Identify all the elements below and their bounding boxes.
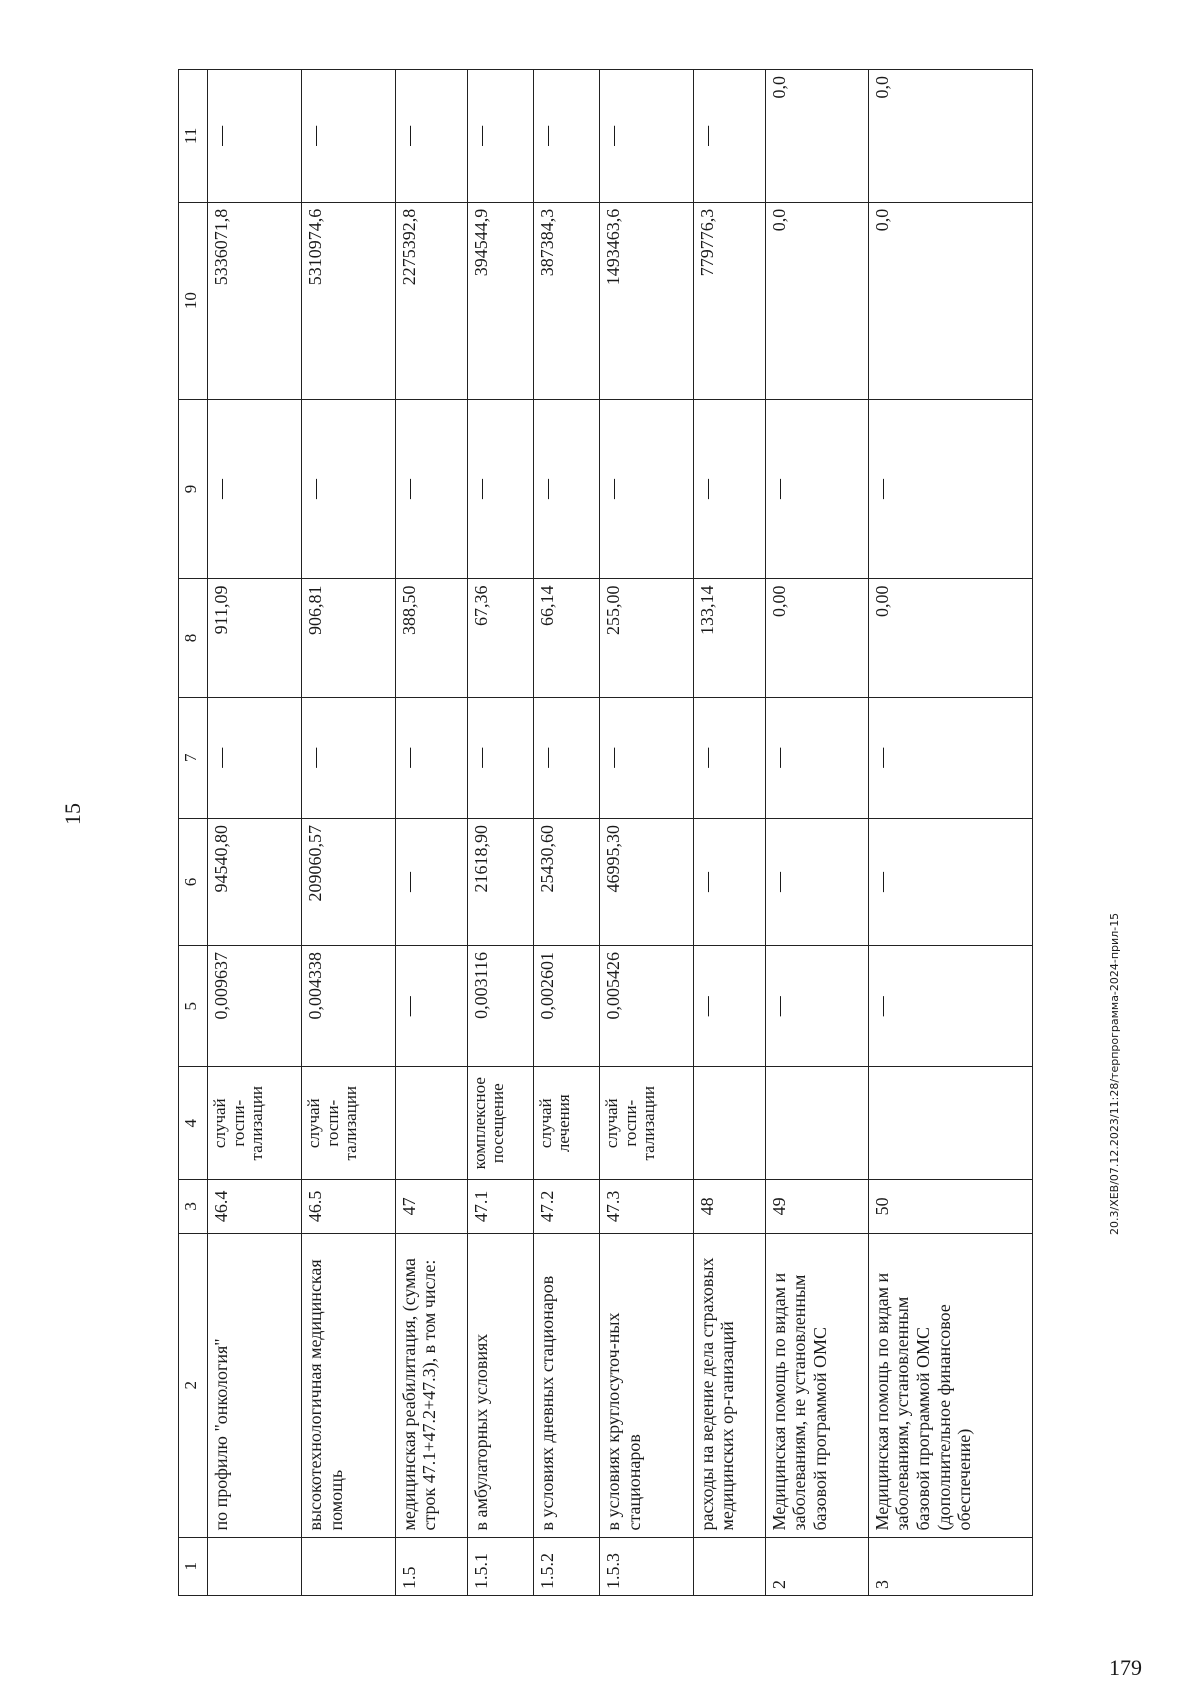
- row-number: 3: [868, 1537, 1032, 1595]
- per-capita-oms: 388,50: [395, 579, 467, 697]
- table-row: [533, 70, 599, 1596]
- row-name: в условиях круглосуточ-ных стационаров: [599, 1233, 693, 1537]
- row-name: медицинская реабилитация, (сумма строк 47.1+47.2+47.3), в том числе:: [395, 1233, 467, 1537]
- cost-per-unit: —: [395, 818, 467, 945]
- column-header: 1: [179, 1537, 208, 1595]
- row-number: 1.5: [395, 1537, 467, 1595]
- total-oms: 5336071,8: [208, 202, 302, 399]
- cell-dash: —: [533, 70, 599, 203]
- volume-per-person: —: [693, 946, 765, 1067]
- volume-per-person: —: [395, 946, 467, 1067]
- share-percent: 0,0: [868, 70, 1032, 203]
- unit-of-measure: комплексное посещение: [467, 1067, 533, 1179]
- cell-dash: —: [208, 697, 302, 818]
- cell-dash: —: [467, 697, 533, 818]
- cost-per-unit: —: [765, 818, 868, 945]
- cell-dash: —: [868, 697, 1032, 818]
- total-oms: 1493463,6: [599, 202, 693, 399]
- table-row: [395, 70, 467, 1596]
- cell-dash: —: [395, 70, 467, 203]
- page-number: 15: [60, 803, 85, 825]
- total-oms: 0,0: [765, 202, 868, 399]
- cell-dash: —: [533, 697, 599, 818]
- document-stamp: 20.3/ХЕВ/07.12.2023/11:28/терпрограмма-2024-прил-15: [1108, 912, 1121, 1235]
- line-code: 49: [765, 1179, 868, 1233]
- total-oms: 779776,3: [693, 202, 765, 399]
- cell-dash: —: [868, 399, 1032, 579]
- cell-dash: —: [208, 70, 302, 203]
- per-capita-oms: 906,81: [301, 579, 395, 697]
- table-row: [599, 70, 693, 1596]
- column-header: 10: [179, 202, 208, 399]
- column-header: 8: [179, 579, 208, 697]
- column-header: 4: [179, 1067, 208, 1179]
- volume-per-person: 0,009637: [208, 946, 302, 1067]
- line-code: 50: [868, 1179, 1032, 1233]
- sheet-number: 179: [1109, 1655, 1142, 1680]
- total-oms: 387384,3: [533, 202, 599, 399]
- line-code: 47.3: [599, 1179, 693, 1233]
- cell-dash: —: [693, 399, 765, 579]
- unit-of-measure: [868, 1067, 1032, 1179]
- per-capita-oms: 67,36: [467, 579, 533, 697]
- row-number: [208, 1537, 302, 1595]
- volume-per-person: 0,004338: [301, 946, 395, 1067]
- per-capita-oms: 0,00: [868, 579, 1032, 697]
- per-capita-oms: 255,00: [599, 579, 693, 697]
- cell-dash: —: [395, 697, 467, 818]
- cost-per-unit: —: [693, 818, 765, 945]
- column-header: 9: [179, 399, 208, 579]
- row-number: 2: [765, 1537, 868, 1595]
- per-capita-oms: 133,14: [693, 579, 765, 697]
- total-oms: 394544,9: [467, 202, 533, 399]
- per-capita-oms: 66,14: [533, 579, 599, 697]
- cell-dash: —: [301, 697, 395, 818]
- line-code: 46.4: [208, 1179, 302, 1233]
- cost-per-unit: —: [868, 818, 1032, 945]
- column-header: 11: [179, 70, 208, 203]
- unit-of-measure: случай госпи-тализации: [208, 1067, 302, 1179]
- column-header: 5: [179, 946, 208, 1067]
- column-header: 7: [179, 697, 208, 818]
- financing-table: [178, 69, 1033, 1596]
- volume-per-person: 0,005426: [599, 946, 693, 1067]
- total-oms: 2275392,8: [395, 202, 467, 399]
- row-name: в условиях дневных стационаров: [533, 1233, 599, 1537]
- unit-of-measure: [765, 1067, 868, 1179]
- total-oms: 0,0: [868, 202, 1032, 399]
- unit-of-measure: случай лечения: [533, 1067, 599, 1179]
- row-name: Медицинская помощь по видам и заболеваниям, установленным базовой программой ОМС (дополнительное финансовое обеспечение): [868, 1233, 1032, 1537]
- line-code: 47.1: [467, 1179, 533, 1233]
- row-number: [693, 1537, 765, 1595]
- column-header: 2: [179, 1233, 208, 1537]
- volume-per-person: —: [868, 946, 1032, 1067]
- unit-of-measure: случай госпи-тализации: [301, 1067, 395, 1179]
- header-row: [179, 70, 208, 1596]
- rotated-table-container: [178, 69, 1033, 1596]
- cell-dash: —: [693, 70, 765, 203]
- table-row: [765, 70, 868, 1596]
- cell-dash: —: [765, 697, 868, 818]
- cell-dash: —: [599, 697, 693, 818]
- cost-per-unit: 21618,90: [467, 818, 533, 945]
- unit-of-measure: [693, 1067, 765, 1179]
- cell-dash: —: [467, 399, 533, 579]
- row-name: высокотехнологичная медицинская помощь: [301, 1233, 395, 1537]
- cell-dash: —: [208, 399, 302, 579]
- cell-dash: —: [395, 399, 467, 579]
- total-oms: 5310974,6: [301, 202, 395, 399]
- table-row: [208, 70, 302, 1596]
- unit-of-measure: [395, 1067, 467, 1179]
- per-capita-oms: 0,00: [765, 579, 868, 697]
- row-name: в амбулаторных условиях: [467, 1233, 533, 1537]
- table-row: [693, 70, 765, 1596]
- unit-of-measure: случай госпи-тализации: [599, 1067, 693, 1179]
- volume-per-person: —: [765, 946, 868, 1067]
- line-code: 46.5: [301, 1179, 395, 1233]
- cell-dash: —: [467, 70, 533, 203]
- column-header: 3: [179, 1179, 208, 1233]
- row-number: 1.5.2: [533, 1537, 599, 1595]
- table-row: [301, 70, 395, 1596]
- cost-per-unit: 25430,60: [533, 818, 599, 945]
- cell-dash: —: [693, 697, 765, 818]
- line-code: 48: [693, 1179, 765, 1233]
- row-number: 1.5.1: [467, 1537, 533, 1595]
- cell-dash: —: [533, 399, 599, 579]
- row-name: расходы на ведение дела страховых медицинских ор-ганизаций: [693, 1233, 765, 1537]
- cost-per-unit: 46995,30: [599, 818, 693, 945]
- volume-per-person: 0,002601: [533, 946, 599, 1067]
- column-header: 6: [179, 818, 208, 945]
- per-capita-oms: 911,09: [208, 579, 302, 697]
- row-number: [301, 1537, 395, 1595]
- cell-dash: —: [599, 70, 693, 203]
- row-name: Медицинская помощь по видам и заболеваниям, не установленным базовой программой ОМС: [765, 1233, 868, 1537]
- table-row: [467, 70, 533, 1596]
- share-percent: 0,0: [765, 70, 868, 203]
- cost-per-unit: 94540,80: [208, 818, 302, 945]
- volume-per-person: 0,003116: [467, 946, 533, 1067]
- table-row: [868, 70, 1032, 1596]
- cost-per-unit: 209060,57: [301, 818, 395, 945]
- line-code: 47.2: [533, 1179, 599, 1233]
- line-code: 47: [395, 1179, 467, 1233]
- cell-dash: —: [301, 399, 395, 579]
- cell-dash: —: [599, 399, 693, 579]
- cell-dash: —: [301, 70, 395, 203]
- row-name: по профилю "онкология": [208, 1233, 302, 1537]
- cell-dash: —: [765, 399, 868, 579]
- row-number: 1.5.3: [599, 1537, 693, 1595]
